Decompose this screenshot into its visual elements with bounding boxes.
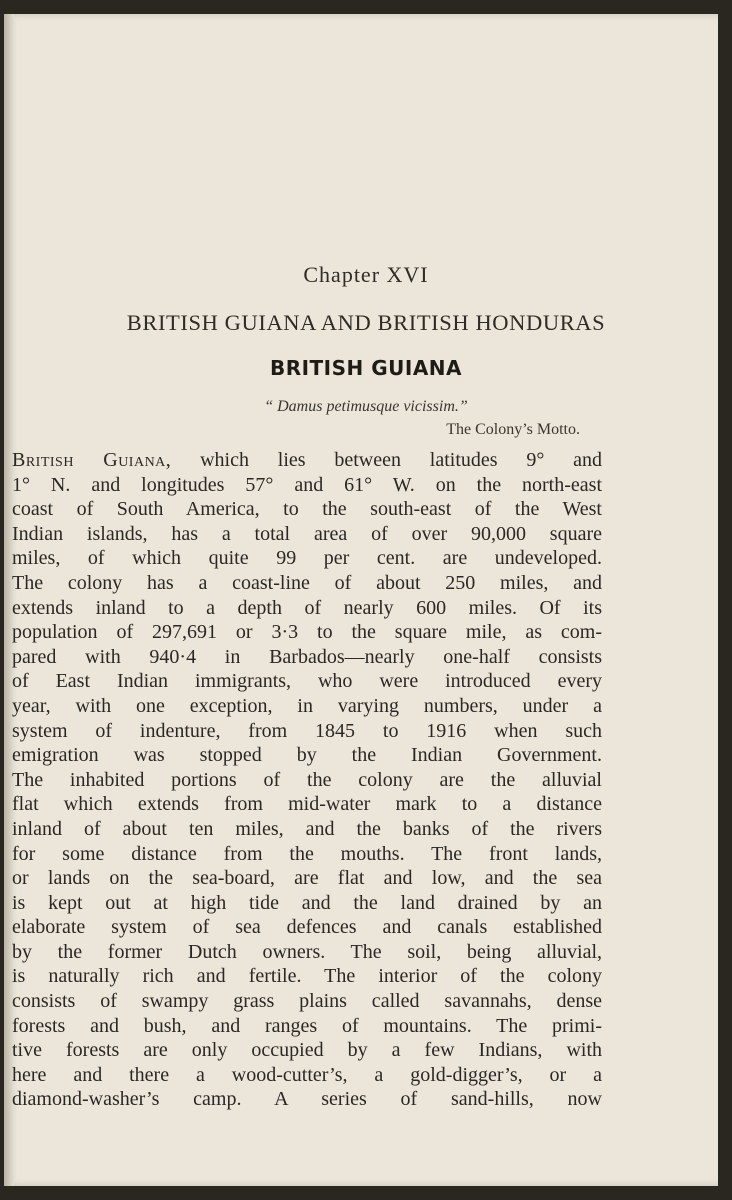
text-line: year, with one exception, in varying numbers, under a (12, 694, 602, 717)
text-line: emigration was stopped by the Indian Government. (12, 744, 602, 767)
text-line: of East Indian immigrants, who were introduced every (12, 670, 602, 693)
text-line: British Guiana, which lies between latitudes 9° and (12, 449, 602, 471)
text-line: Indian islands, has a total area of over 90,000 square (12, 522, 602, 545)
text-line: tive forests are only occupied by a few Indians, with (12, 1039, 602, 1062)
text-line: population of 297,691 or 3·3 to the square mile, as com- (12, 621, 602, 644)
motto: “ Damus petimusque vicissim.” (264, 398, 468, 415)
text-line: The colony has a coast-line of about 250 miles, and (12, 571, 602, 594)
text-line: diamond-washer’s camp. A series of sand-hills, now (12, 1088, 602, 1111)
opening-words: British Guiana, (12, 449, 172, 471)
section-title: BRITISH GUIANA (269, 356, 463, 380)
text-line: here and there a wood-cutter’s, a gold-digger’s, or a (12, 1063, 602, 1086)
text-line: inland of about ten miles, and the banks of the rivers (12, 817, 602, 840)
text-line: system of indenture, from 1845 to 1916 when such (12, 719, 602, 742)
part-title: BRITISH GUIANA AND BRITISH HONDURAS (126, 310, 606, 335)
text-line: 1° N. and longitudes 57° and 61° W. on the north-east (12, 473, 602, 496)
text-line: extends inland to a depth of nearly 600 miles. Of its (12, 596, 602, 619)
text-line: elaborate system of sea defences and canals established (12, 916, 602, 939)
text-line: for some distance from the mouths. The front lands, (12, 842, 602, 865)
chapter-heading (0, 262, 732, 288)
text-line: flat which extends from mid-water mark to a distance (12, 793, 602, 816)
text-line: coast of South America, to the south-east of the West (12, 498, 602, 521)
text-line: miles, of which quite 99 per cent. are undeveloped. (12, 547, 602, 570)
text-line: by the former Dutch owners. The soil, being alluvial, (12, 940, 602, 963)
scan-edge (718, 14, 732, 1186)
text-line: The inhabited portions of the colony are the alluvial (12, 768, 602, 791)
text-line: forests and bush, and ranges of mountains. The primi- (12, 1014, 602, 1037)
text-line: is naturally rich and fertile. The interior of the colony (12, 965, 602, 988)
motto-attribution: The Colony’s Motto. (446, 421, 580, 438)
text-line: pared with 940·4 in Barbados—nearly one-half consists (12, 645, 602, 668)
text-line: consists of swampy grass plains called savannahs, dense (12, 990, 602, 1013)
text-line: or lands on the sea-board, are flat and low, and the sea (12, 867, 602, 890)
chapter-label: Chapter XVI (303, 262, 429, 287)
body-text (12, 448, 602, 1112)
text-line: is kept out at high tide and the land drained by an (12, 891, 602, 914)
